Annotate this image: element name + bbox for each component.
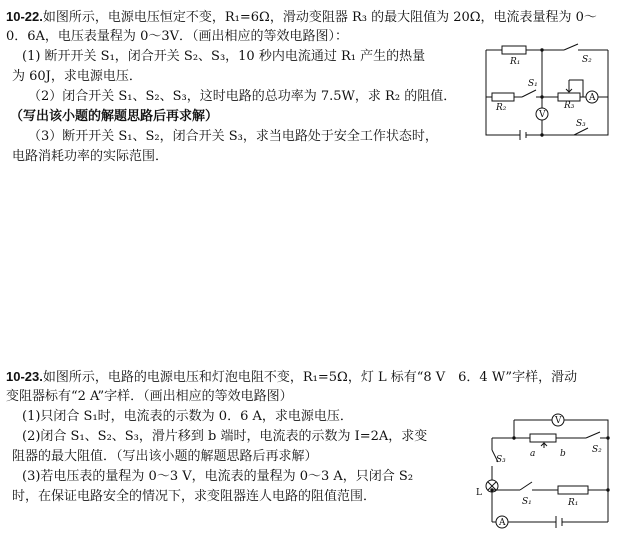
switch-s2-23 xyxy=(586,432,600,438)
svg-text:R₂: R₂ xyxy=(496,103,507,113)
problem-22-line-7: （3）断开开关 S₁、S₂，闭合开关 S₃，求当电路处于安全工作状态时， xyxy=(28,129,438,144)
problem-23-number: 10-23. xyxy=(6,369,43,384)
svg-text:L: L xyxy=(476,488,482,498)
problem-22-line-5: （2）闭合开关 S₁、S₂、S₃，这时电路的总功率为 7.5W，求 R₂ 的阻值． xyxy=(28,89,457,104)
problem-22-line-3: (1) 断开开关 S₁，闭合开关 S₂、S₃，10 秒内电流通过 R₁ 产生的热量 xyxy=(22,49,426,64)
svg-text:V: V xyxy=(555,416,562,426)
rheostat-23 xyxy=(530,434,556,442)
rheostat-r3 xyxy=(558,93,580,101)
resistor-r1 xyxy=(502,46,526,54)
svg-text:b: b xyxy=(560,449,566,459)
svg-text:R₃: R₃ xyxy=(564,101,575,111)
svg-text:S₁: S₁ xyxy=(528,79,538,89)
problem-22-line-2: 0．6A，电压表量程为 0～3V．（画出相应的等效电路图）： xyxy=(6,29,348,44)
problem-23-line-6: (3)若电压表的量程为 0～3 V，电流表的量程为 0～3 A，只闭合 S₂ xyxy=(22,469,414,484)
problem-22-line-8: 电路消耗功率的实际范围． xyxy=(12,149,169,164)
svg-text:S₂: S₂ xyxy=(592,445,602,455)
svg-text:A: A xyxy=(499,518,506,528)
problem-22-line-4: 为 60J，求电源电压． xyxy=(12,69,142,84)
svg-text:V: V xyxy=(539,110,546,120)
resistor-r2 xyxy=(492,93,514,101)
svg-text:S₃: S₃ xyxy=(576,119,586,129)
problem-23-line-3: (1)只闭合 S₁时，电流表的示数为 0．6 A，求电源电压． xyxy=(22,409,353,424)
resistor-r1-23 xyxy=(558,486,588,494)
problem-23-line-4: (2)闭合 S₁、S₂、S₃，滑片移到 b 端时，电流表的示数为 I=2A，求变 xyxy=(22,429,428,444)
svg-text:A: A xyxy=(589,93,596,103)
switch-s2 xyxy=(564,44,578,50)
circuit-diagram-22 xyxy=(478,40,613,144)
svg-text:S₃: S₃ xyxy=(496,455,506,465)
svg-text:S₂: S₂ xyxy=(582,55,592,65)
svg-text:R₁: R₁ xyxy=(510,57,521,67)
problem-23-line-2: 变阻器标有“2 A”字样．（画出相应的等效电路图） xyxy=(6,389,293,404)
problem-22-number: 10-22. xyxy=(6,9,43,24)
switch-s1 xyxy=(522,90,536,97)
svg-text:R₁: R₁ xyxy=(568,498,579,508)
svg-text:a: a xyxy=(530,449,536,459)
switch-s3 xyxy=(574,128,588,135)
problem-22-line-6: （写出该小题的解题思路后再求解） xyxy=(10,109,219,124)
problem-23-line-7: 时，在保证电路安全的情况下，求变阻器连人电路的阻值范围． xyxy=(12,489,377,504)
problem-23-line-1: 10-23.如图所示，电路的电源电压和灯泡电阻不变，R₁=5Ω，灯 L 标有“8 V 6．4 W”字样，滑动 xyxy=(6,369,578,385)
svg-text:S₁: S₁ xyxy=(522,497,532,507)
problem-23-line-5: 阻器的最大阻值．（写出该小题的解题思路后再求解） xyxy=(12,449,318,464)
switch-s1-23 xyxy=(520,482,532,490)
problem-22-line-1: 10-22.如图所示，电源电压恒定不变，R₁=6Ω，滑动变阻器 R₃ 的最大阻值为 20Ω，电流表量程为 0～ xyxy=(6,9,597,25)
circuit-diagram-23 xyxy=(468,410,620,536)
